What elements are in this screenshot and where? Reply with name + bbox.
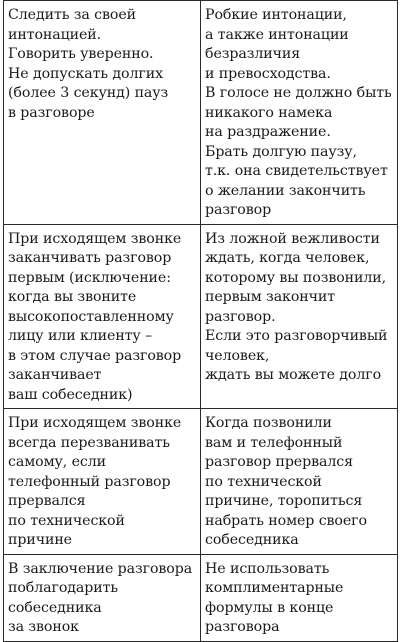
dont-cell [201, 224, 398, 409]
dont-cell [201, 554, 398, 641]
cell-line: Робкие интонации, [205, 7, 347, 23]
cell-line: а также интонации [205, 26, 349, 43]
cell-line: вам и телефонный [205, 434, 343, 451]
cell-line: разговор [205, 202, 272, 218]
etiquette-table [3, 0, 398, 642]
cell-line: причине, торопиться [205, 493, 363, 509]
cell-line: разговора [205, 619, 280, 635]
cell-line: безразличия [205, 46, 301, 62]
cell-line: в разговоре [8, 104, 95, 121]
cell-line: ждать, когда человек, [205, 250, 370, 266]
cell-line: (более 3 секунд) пауз [8, 85, 169, 101]
cell-line: В голосе не должно быть [205, 85, 392, 101]
table-row [4, 554, 398, 641]
cell-line: по технической [205, 473, 322, 490]
dont-cell [201, 1, 398, 225]
cell-line: При исходящем звонке [8, 230, 182, 247]
cell-line: высокопоставленному [8, 308, 174, 325]
cell-line: т.к. она свидетельствует [205, 163, 388, 179]
cell-line: Брать долгую паузу, [205, 143, 357, 160]
cell-line: заканчивать разговор [8, 250, 172, 266]
dont-cell [201, 409, 398, 555]
cell-line: телефонный разговор [8, 473, 171, 490]
table-row [4, 224, 398, 409]
cell-line: При исходящем звонке [8, 415, 182, 431]
cell-line: Не допускать долгих [8, 65, 163, 82]
cell-line: никакого намека [205, 104, 333, 121]
cell-line: Из ложной вежливости [205, 230, 380, 247]
do-cell [4, 224, 201, 409]
cell-line: ваш собеседник) [8, 386, 133, 403]
cell-line: Следить за своей [8, 7, 136, 23]
cell-line: самому, если [8, 454, 106, 470]
cell-line: разговор. [205, 308, 276, 325]
cell-line: и превосходства. [205, 65, 331, 82]
cell-line: набрать номер своего [205, 512, 367, 529]
do-cell [4, 409, 201, 555]
cell-line: комплиментарные [205, 580, 344, 596]
table-row [4, 409, 398, 555]
cell-line: поблагодарить [8, 580, 118, 596]
cell-line: заканчивает [8, 367, 102, 383]
cell-line: Если это разговорчивый [205, 328, 388, 344]
do-cell [4, 1, 201, 225]
cell-line: собеседника [8, 599, 102, 616]
table-row [4, 1, 398, 225]
cell-line: человек, [205, 347, 270, 364]
cell-line: первым (исключение: [8, 269, 171, 286]
cell-line: формулы в конце [205, 599, 334, 616]
cell-line: интонацией. [8, 26, 102, 43]
cell-line: лицу или клиенту – [8, 328, 153, 344]
cell-line: собеседника [205, 532, 299, 548]
cell-line: В заключение разговора [8, 560, 193, 577]
cell-line: первым закончит [205, 289, 336, 305]
cell-line: разговор прервался [205, 454, 353, 470]
cell-line: Говорить уверенно. [8, 46, 154, 62]
cell-line: Не использовать [205, 560, 330, 577]
cell-line: всегда перезванивать [8, 434, 170, 451]
cell-line: ждать вы можете долго [205, 367, 382, 383]
cell-line: о желании закончить [205, 182, 366, 199]
cell-line: в этом случае разговор [8, 347, 182, 364]
cell-line: за звонок [8, 619, 79, 635]
cell-line: Когда позвонили [205, 415, 332, 431]
cell-line: на раздражение. [205, 124, 331, 140]
do-cell [4, 554, 201, 641]
cell-line: причине [8, 532, 72, 548]
cell-line: которому вы позвонили, [205, 269, 387, 286]
cell-line: прервался [8, 493, 86, 509]
cell-line: когда вы звоните [8, 289, 137, 305]
cell-line: по технической [8, 512, 125, 529]
